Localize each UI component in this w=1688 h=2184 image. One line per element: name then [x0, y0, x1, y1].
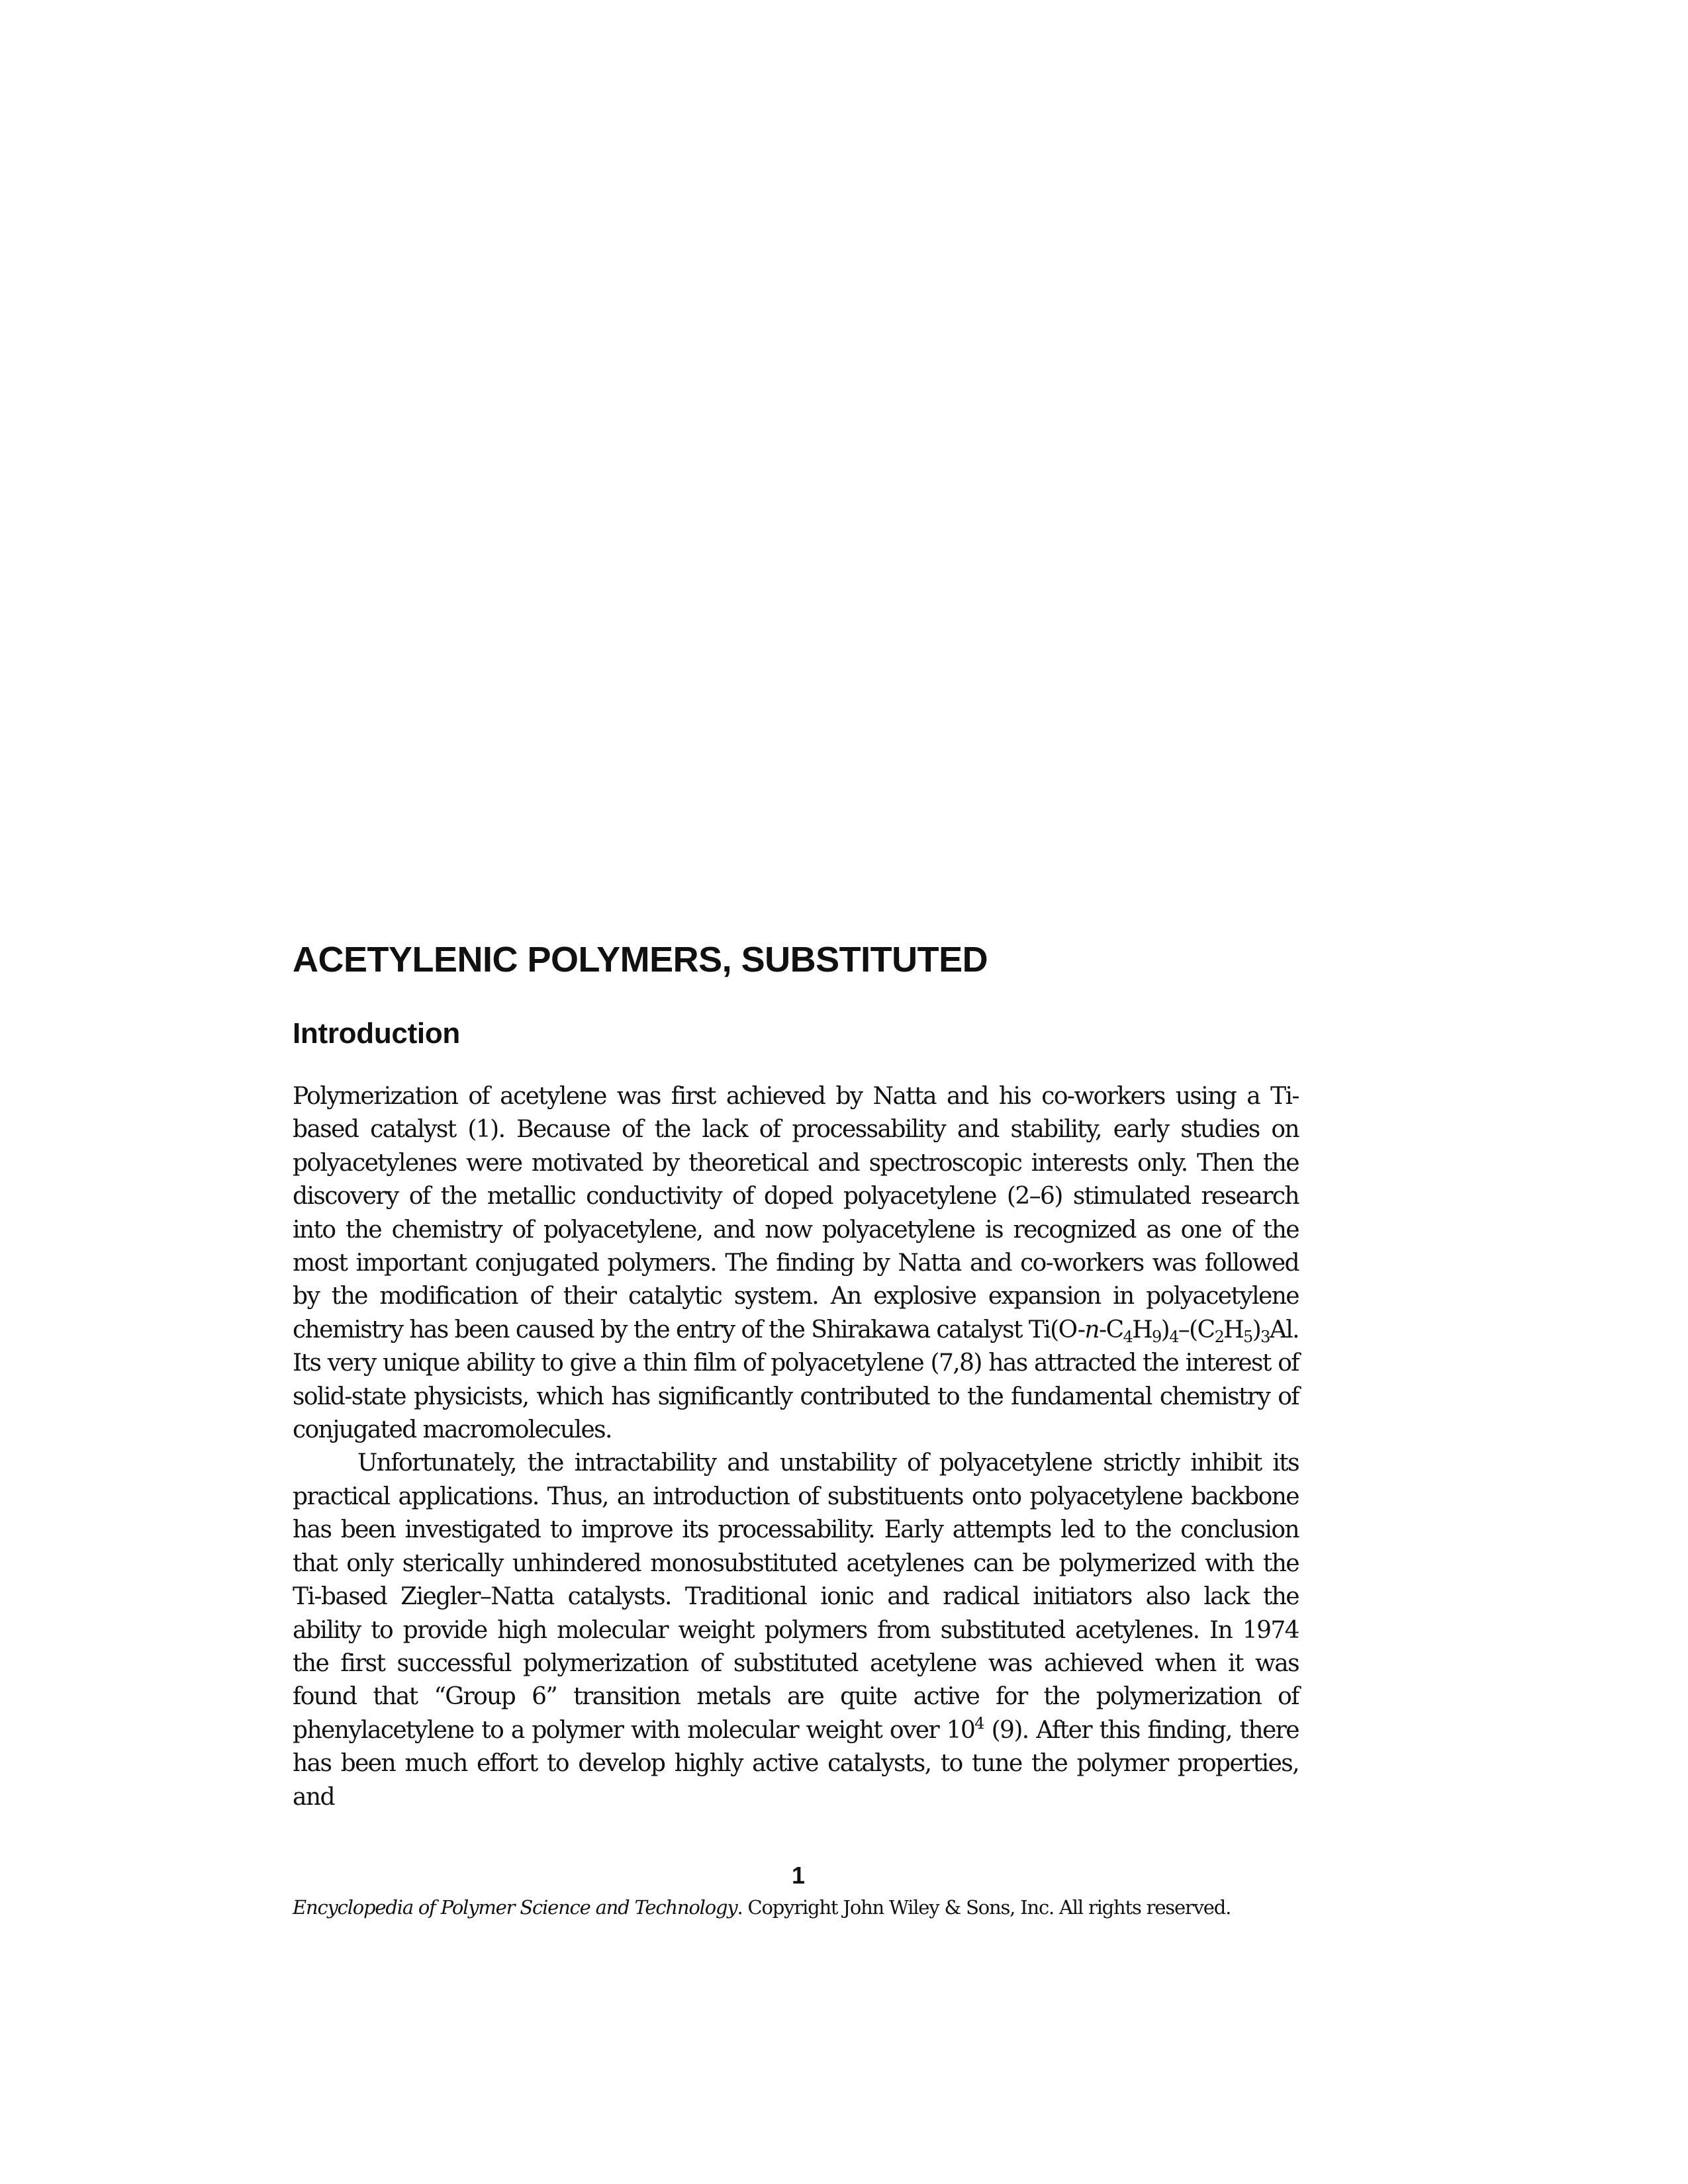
footer-copyright-text: . Copyright John Wiley & Sons, Inc. All rights reserved.	[737, 1896, 1231, 1919]
formula-subscript: 3	[1260, 1327, 1270, 1346]
exponent-superscript: 4	[974, 1713, 984, 1733]
paragraph-1-text: Polymerization of acetylene was first achieved by Natta and his co-workers using a Ti-based catalyst (1). Because of the lack of processability and stability, early studies on polyacetylenes were motivated by theoretical and spectroscopic interests only. Then the discovery of the metallic conductivity of doped polyacetylene (2–6) stimulated research into the chemistry of polyacetylene, and now polyacetylene is recognized as one of the most important conjugated polymers. The finding by Natta and co-workers was followed by the modification of their catalytic system. An explosive expansion in polyacetylene chemistry has been caused by the entry of the Shirakawa catalyst Ti(O-	[293, 1083, 1299, 1343]
formula-subscript: 4	[1169, 1327, 1178, 1346]
formula-part: )	[1252, 1316, 1261, 1343]
formula-part: H	[1132, 1316, 1152, 1343]
paragraph-1-text-end: Al. Its very unique ability to give a thin film of polyacetylene (7,8) has attracted the interest of solid-state physicists, which has significantly contributed to the fundamental chemistry of conjugated macromolecules.	[293, 1316, 1299, 1444]
formula-part: H	[1223, 1316, 1244, 1343]
formula-part: –(C	[1178, 1316, 1215, 1343]
formula-subscript: 4	[1123, 1327, 1133, 1346]
paragraph-2-text: Unfortunately, the intractability and unstability of polyacetylene strictly inhibit its practical applications. Thus, an introduction of substituents onto polyacetylene backbone has been investigated to improve its processability. Early attempts led to the conclusion that only sterically unhindered monosubstituted acetylenes can be polymerized with the Ti-based Ziegler–Natta catalysts. Traditional ionic and radical initiators also lack the ability to provide high molecular weight polymers from substituted acetylenes. In 1974 the first successful polymerization of substituted acetylene was achieved when it was found that “Group 6” transition metals are quite active for the polymerization of phenylacetylene to a polymer with molecular weight over 10	[293, 1449, 1299, 1744]
page-number: 1	[791, 1862, 806, 1889]
paragraph-2	[293, 1447, 1299, 1813]
paragraph-2-text-end: (9). After this finding, there has been much effort to develop highly active catalysts, to tune the polymer properties, and	[293, 1716, 1299, 1811]
footer-journal-title: Encyclopedia of Polymer Science and Technology	[293, 1896, 737, 1919]
formula-subscript: 2	[1214, 1327, 1224, 1346]
section-heading-introduction: Introduction	[293, 1017, 461, 1050]
italic-n: n	[1084, 1316, 1099, 1343]
formula-subscript: 5	[1243, 1327, 1252, 1346]
formula-part: )	[1160, 1316, 1170, 1343]
copyright-footer	[293, 1894, 1325, 1921]
formula-subscript: 9	[1151, 1327, 1161, 1346]
paragraph-1	[293, 1080, 1299, 1447]
formula-part: -C	[1099, 1316, 1123, 1343]
article-title: ACETYLENIC POLYMERS, SUBSTITUTED	[293, 940, 988, 979]
article-body	[293, 1080, 1299, 1814]
